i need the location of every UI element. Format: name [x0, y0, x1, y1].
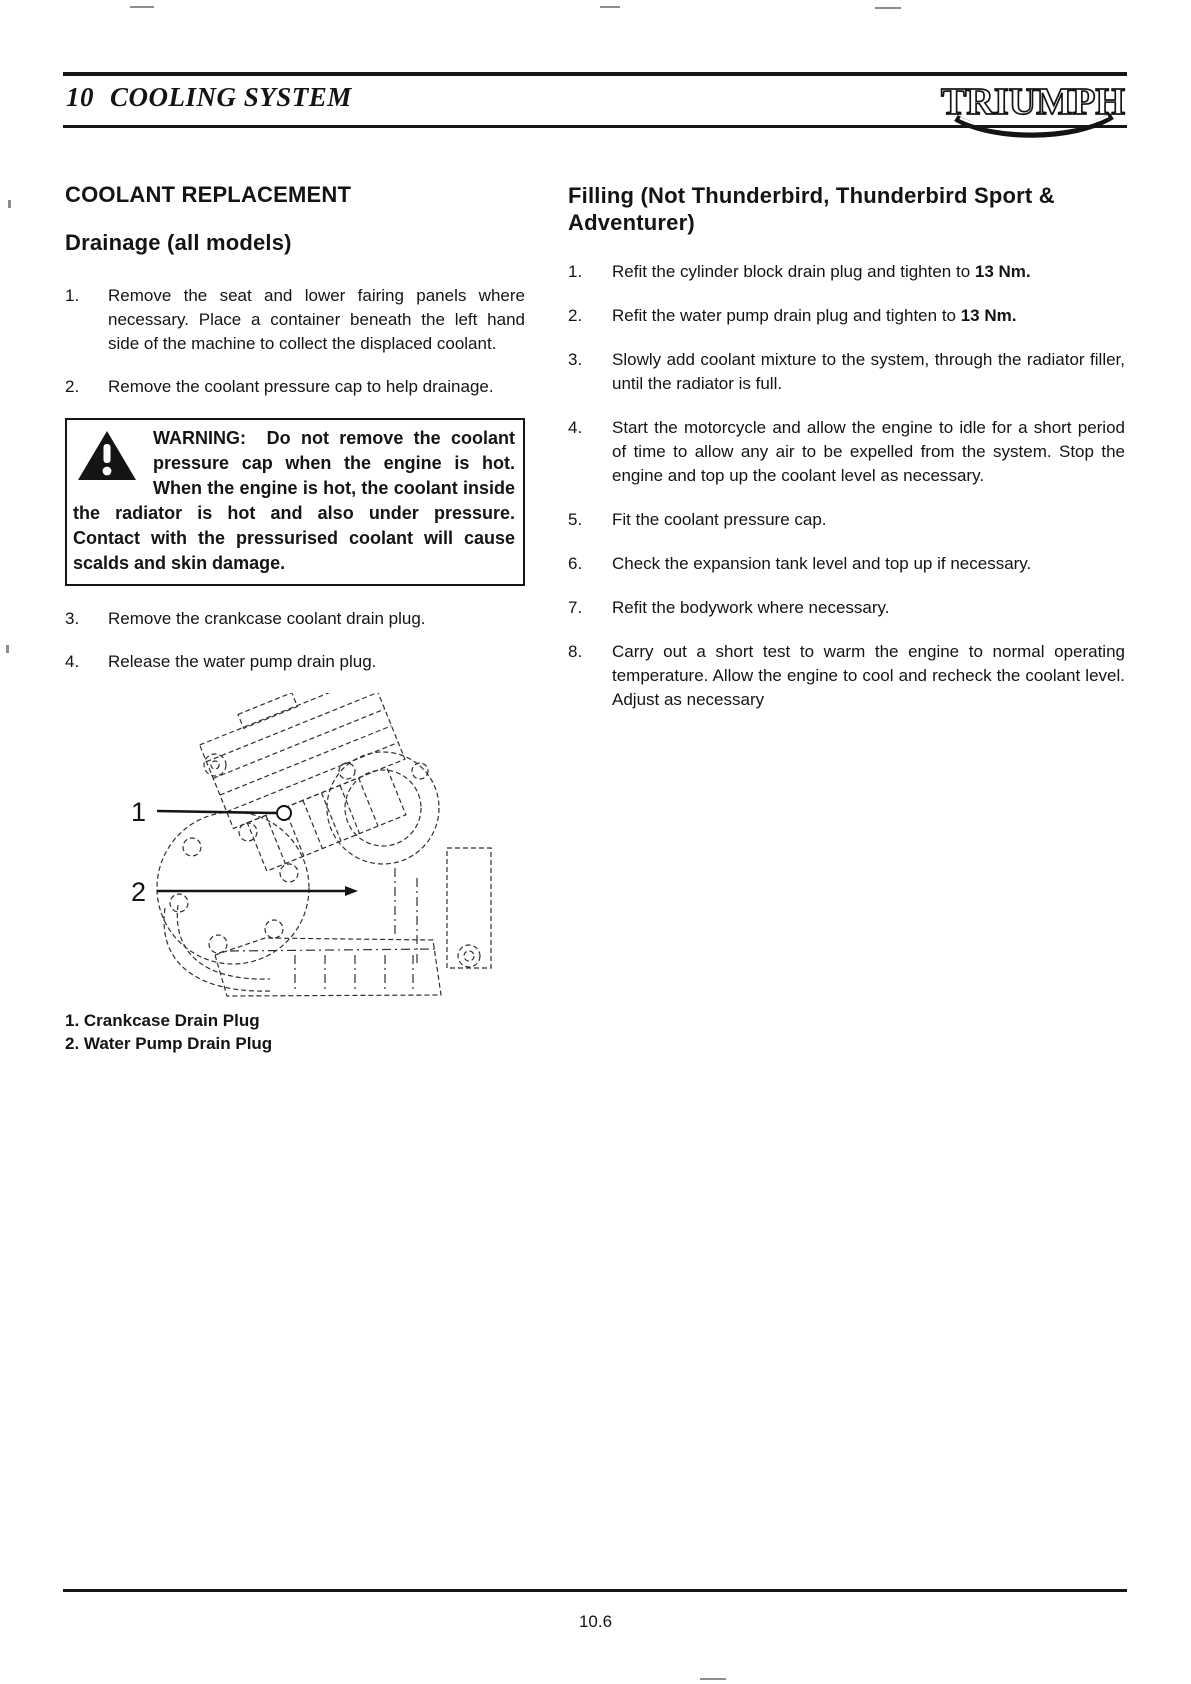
step-number: 7.: [568, 598, 583, 617]
drainage-step-4: [65, 650, 525, 674]
figure-caption-1: 1. Crankcase Drain Plug: [65, 1011, 260, 1030]
section-title: COOLING SYSTEM: [110, 82, 352, 112]
step-text: Release the water pump drain plug.: [108, 652, 377, 671]
step-number: 2.: [65, 377, 80, 396]
step-number: 1.: [568, 262, 583, 281]
warning-box: [65, 418, 525, 586]
scan-artifact: [600, 6, 620, 8]
step-number: 5.: [568, 510, 583, 529]
step-number: 3.: [568, 350, 583, 369]
filling-step-5: [568, 508, 1125, 532]
triumph-logo-text: TRIUMPH: [941, 81, 1125, 123]
right-column: [568, 182, 1125, 732]
left-column: [65, 182, 525, 1055]
header-bottom-rule: [63, 125, 1127, 128]
torque-value: 13 Nm.: [960, 306, 1017, 325]
coolant-replacement-heading: COOLANT REPLACEMENT: [65, 182, 352, 207]
warning-text: Do not remove the coolant pressure cap when the engine is hot. When the engine is hot, the coolant inside the radiator is hot and also under pressure. Contact with the pressurised coolant will cause scalds and skin damage.: [73, 428, 515, 573]
filling-step-7: [568, 596, 1125, 620]
step-number: 3.: [65, 609, 80, 628]
step-number: 8.: [568, 642, 583, 661]
page-header-title: [66, 82, 352, 113]
step-text: Carry out a short test to warm the engine to normal operating temperature. Allow the engine to cool and recheck the coolant level. Adjust as necessary: [612, 642, 1125, 709]
scan-artifact: [130, 6, 154, 8]
footer-rule: [63, 1589, 1127, 1592]
step-number: 6.: [568, 554, 583, 573]
step-text: Check the expansion tank level and top up if necessary.: [612, 554, 1032, 573]
step-text: [612, 304, 1125, 328]
step-text: Refit the bodywork where necessary.: [612, 598, 890, 617]
step-text: Fit the coolant pressure cap.: [612, 510, 827, 529]
step-text: Remove the seat and lower fairing panels where necessary. Place a container beneath the left hand side of the machine to collect the displaced coolant.: [108, 286, 525, 353]
step-text: Start the motorcycle and allow the engine to idle for a short period of time to allow any air to be expelled from the system. Stop the engine and top up the coolant level as necessary.: [612, 418, 1125, 485]
drainage-subheading: Drainage (all models): [65, 230, 292, 255]
figure-caption-2: 2. Water Pump Drain Plug: [65, 1034, 273, 1053]
step-text-body: Refit the cylinder block drain plug and tighten to: [612, 262, 975, 281]
warning-label: WARNING:: [153, 428, 246, 448]
filling-heading: Filling (Not Thunderbird, Thunderbird Sport & Adventurer): [568, 183, 1055, 235]
step-number: 2.: [568, 306, 583, 325]
step-text: Remove the coolant pressure cap to help drainage.: [108, 377, 494, 396]
step-text: [612, 260, 1125, 284]
scan-artifact: [8, 200, 11, 208]
section-number: 10: [66, 82, 94, 112]
filling-step-6: [568, 552, 1125, 576]
step-text: Slowly add coolant mixture to the system, through the radiator filler, until the radiator is full.: [612, 350, 1125, 393]
scan-artifact: [6, 645, 9, 653]
triumph-logo: [938, 76, 1128, 145]
drainage-step-3: [65, 607, 525, 631]
scan-artifact: [875, 7, 901, 9]
engine-diagram: [65, 693, 525, 998]
drainage-step-1: [65, 284, 525, 356]
filling-step-1: [568, 260, 1125, 284]
step-number: 4.: [65, 652, 80, 671]
step-number: 4.: [568, 418, 583, 437]
filling-step-3: [568, 348, 1125, 396]
filling-step-8: [568, 640, 1125, 712]
torque-value: 13 Nm.: [974, 262, 1031, 281]
engine-figure: [65, 693, 525, 1055]
page-number: 10.6: [578, 1612, 613, 1631]
figure-callout-1: 1: [131, 797, 147, 827]
figure-captions: [65, 1009, 525, 1055]
filling-step-2: [568, 304, 1125, 328]
drainage-step-2: [65, 375, 525, 399]
step-text: Remove the crankcase coolant drain plug.: [108, 609, 426, 628]
step-number: 1.: [65, 286, 80, 305]
figure-callout-2: 2: [131, 877, 147, 907]
warning-triangle-icon: [75, 429, 139, 483]
filling-step-4: [568, 416, 1125, 488]
scan-artifact: [700, 1678, 726, 1680]
step-text-body: Refit the water pump drain plug and tighten to: [612, 306, 961, 325]
